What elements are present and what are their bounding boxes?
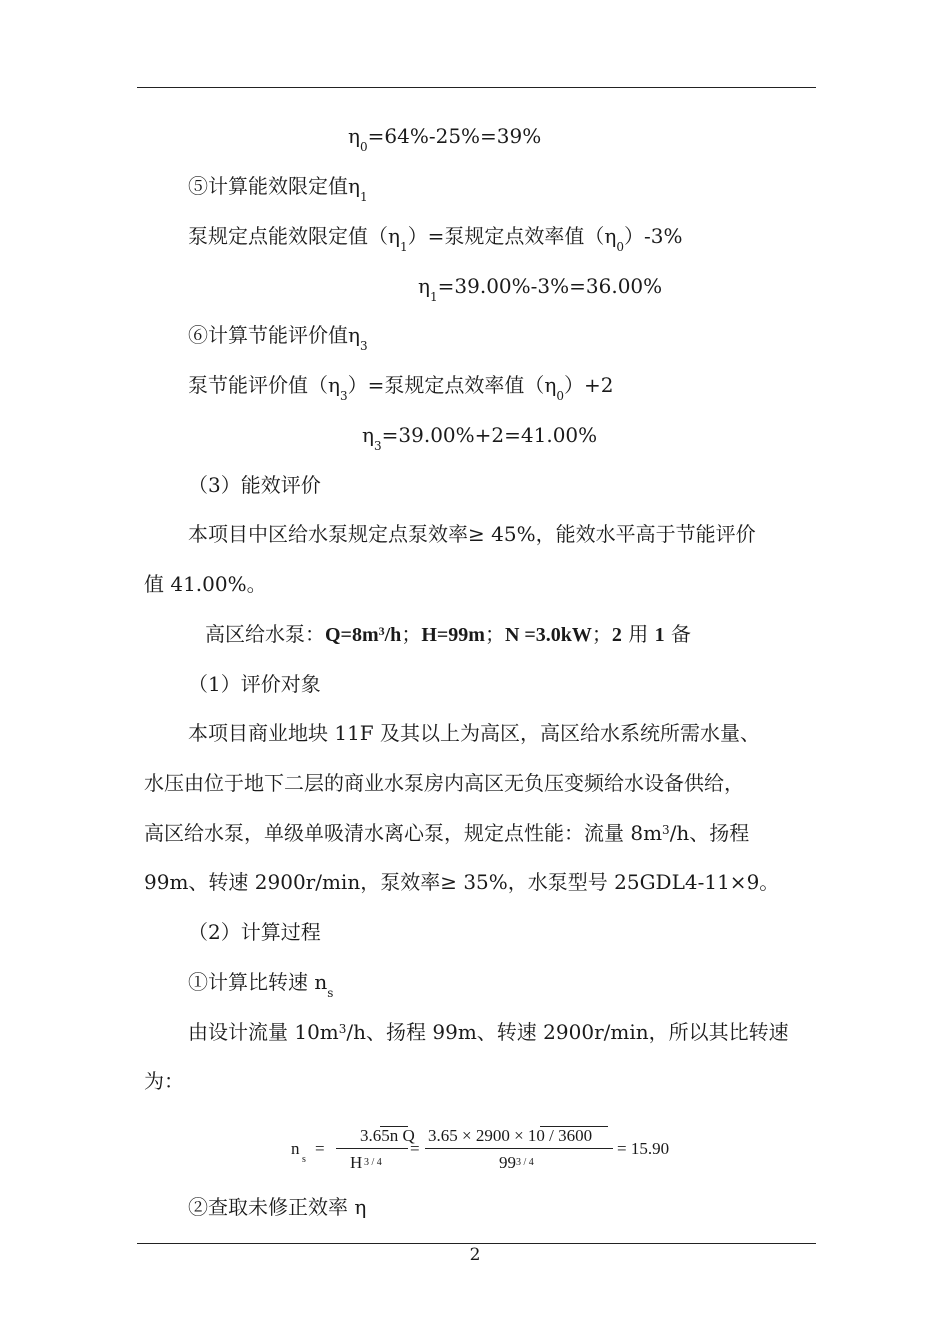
duty-count: 2 [611,624,622,646]
numerator-1: 3.65n Q [360,1126,415,1145]
paragraph-line: 99m、转速 2900r/min，泵效率≥ 35%，水泵型号 25GDL4-11×9。 [144,870,780,894]
text: 泵节能评价值（ [188,373,328,397]
eta-symbol: η [328,373,340,397]
paragraph-line: 为： [144,1069,184,1093]
text: /h、扬程 99m、转速 2900r/min，所以其比转速 [346,1020,789,1044]
subscript: 1 [429,290,438,304]
subscript: s [327,986,334,1000]
subscript: 0 [556,389,565,403]
text: ）+2 [564,373,614,397]
eta-symbol: η [362,423,374,447]
paragraph-line: 本项目中区给水泵规定点泵效率≥ 45%，能效水平高于节能评价 [188,522,756,546]
step2-heading: ②查取未修正效率 η [188,1195,367,1219]
separator: ； [591,622,612,646]
page-number: 2 [469,1245,481,1265]
subscript: 3 [359,339,368,353]
paragraph-line: 本项目商业地块 11F 及其以上为高区，高区给水系统所需水量、 [188,721,761,745]
text: 高区给水泵，单级单吸清水离心泵，规定点性能：流量 8m [144,821,663,845]
step-text: ⑥计算节能评价值 [188,323,348,347]
subscript: 3 [373,439,382,453]
exponent-1: 3 / 4 [364,1157,382,1168]
eta-symbol: η [348,124,360,148]
superscript: 3 [338,1022,347,1036]
ns-subscript: s [302,1154,306,1165]
header-rule [137,87,816,88]
standby-count: 1 [654,624,665,646]
formula-result: = 15.90 [617,1139,670,1158]
section-energy-evaluation: （3）能效评价 [188,473,321,497]
paragraph-line [144,821,749,848]
eta-symbol: η [348,174,360,198]
text: ）-3% [624,224,683,248]
step1-heading [188,970,334,1000]
denominator-2: 99 [499,1153,516,1172]
subscript: 3 [339,389,348,403]
formula-eta0 [348,124,542,154]
text: /h、扬程 [669,821,750,845]
sqrt-bar-1 [380,1126,408,1127]
unit: /h [384,624,402,646]
ns-symbol: n [291,1139,300,1158]
eta-symbol: η [348,323,360,347]
equals-sign: = [315,1139,325,1158]
flow-value: Q=8m [325,624,379,646]
separator: ； [401,622,422,646]
eta1-definition [188,224,683,254]
text: 用 [621,622,655,646]
text: ）=泵规定点效率值（ [407,224,605,248]
formula-eta1 [418,274,663,304]
subscript: 0 [616,240,625,254]
section-evaluation-object: （1）评价对象 [188,672,321,696]
denominator-1: H [350,1153,363,1172]
text: ）=泵规定点效率值（ [347,373,545,397]
formula-text: =64%-25%=39% [367,124,542,148]
eta-symbol: η [418,274,430,298]
step6-heading [188,323,368,353]
text: 备 [664,622,691,646]
formula-eta3 [362,423,598,453]
section-calculation: （2）计算过程 [188,920,321,944]
step-text: ①计算比转速 n [188,970,328,994]
exponent-2: 3 / 4 [516,1157,534,1168]
superscript: 3 [662,823,670,837]
power-value: N =3.0kW [504,624,592,646]
superscript: 3 [378,624,385,638]
step5-heading [188,174,368,204]
fraction-bar-1 [336,1148,408,1149]
eta-symbol: η [604,224,617,248]
high-zone-pump-heading [205,622,691,649]
paragraph-line: 值 41.00%。 [144,572,267,596]
subscript: 1 [359,190,368,204]
text: 高区给水泵： [205,622,325,646]
equals-sign: = [410,1139,420,1158]
eta-symbol: η [544,373,557,397]
text: 泵规定点能效限定值（ [188,224,388,248]
text: 由设计流量 10m [188,1020,339,1044]
step-text: ⑤计算能效限定值 [188,174,348,198]
eta-symbol: η [388,224,400,248]
separator: ； [484,622,505,646]
formula-text: =39.00%-3%=36.00% [437,274,663,298]
eta3-definition [188,373,614,403]
fraction-bar-2 [425,1148,613,1149]
sqrt-bar-2 [540,1126,608,1127]
numerator-2: 3.65 × 2900 × 10 / 3600 [428,1126,593,1145]
paragraph-line [188,1020,789,1047]
subscript: 1 [399,240,408,254]
footer-rule [137,1243,816,1244]
paragraph-line: 水压由位于地下二层的商业水泵房内高区无负压变频给水设备供给， [144,771,744,795]
head-value: H=99m [421,624,485,646]
formula-text: =39.00%+2=41.00% [381,423,598,447]
subscript: 0 [359,140,368,154]
